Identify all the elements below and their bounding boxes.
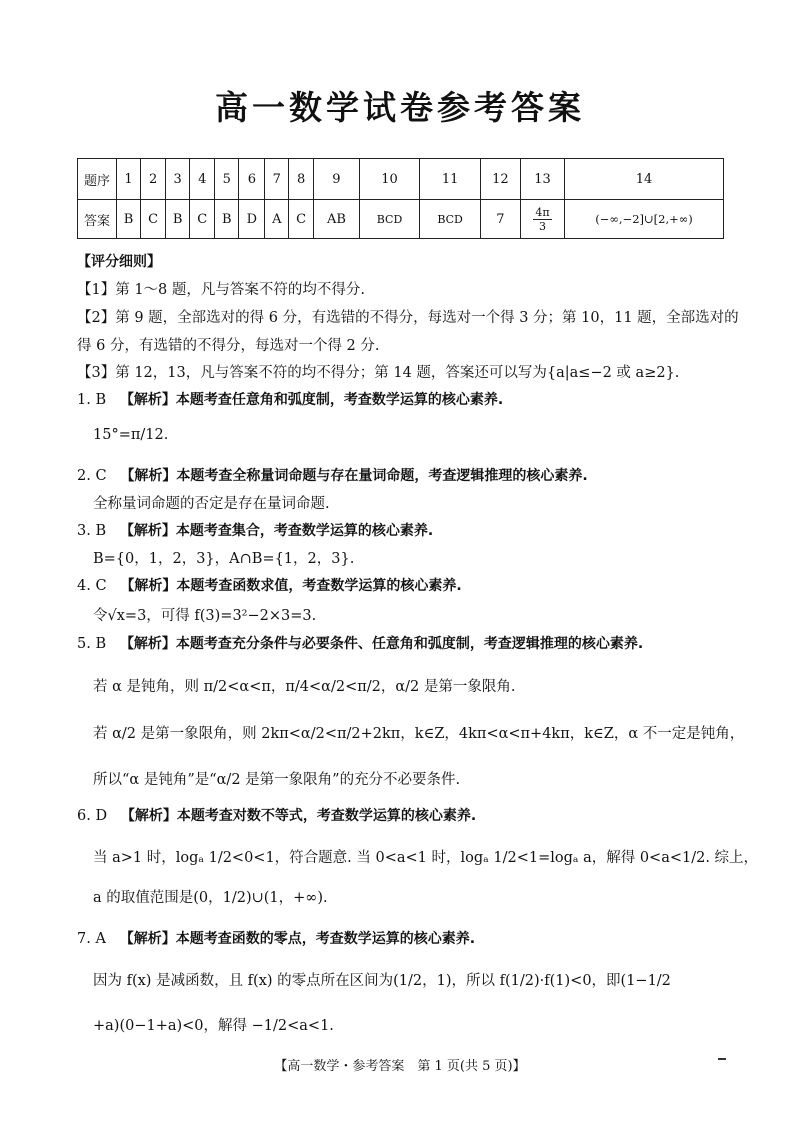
table-cell: 8 bbox=[289, 159, 314, 200]
question-6 bbox=[77, 805, 476, 825]
table-cell: BCD bbox=[359, 200, 420, 239]
question-3 bbox=[77, 520, 433, 540]
q7-body-2: +a)(0−1+a)<0，解得 −1/2<a<1. bbox=[93, 1018, 334, 1034]
q2-body: 全称量词命题的否定是存在量词命题. bbox=[93, 496, 330, 512]
table-cell: 13 bbox=[520, 159, 564, 200]
fraction-denominator: 3 bbox=[538, 219, 546, 233]
question-label: 4. C bbox=[77, 578, 107, 594]
q4-body: 令√x=3，可得 f(3)=3²−2×3=3. bbox=[93, 608, 317, 624]
q5-body-3: 所以“α 是钝角”是“α/2 是第一象限角”的充分不必要条件. bbox=[93, 772, 461, 788]
question-2 bbox=[77, 465, 588, 485]
table-cell: 9 bbox=[314, 159, 360, 200]
table-cell: (−∞,−2]∪[2,+∞) bbox=[565, 200, 724, 239]
row-header-number: 题序 bbox=[78, 159, 117, 200]
table-cell: B bbox=[215, 200, 239, 239]
table-cell: B bbox=[117, 200, 141, 239]
table-cell: C bbox=[141, 200, 166, 239]
table-cell-fraction bbox=[520, 200, 564, 239]
table-cell: 7 bbox=[480, 200, 520, 239]
table-cell: AB bbox=[314, 200, 360, 239]
table-cell: 2 bbox=[141, 159, 166, 200]
analysis-tag: 【解析】本题考查集合，考查数学运算的核心素养. bbox=[119, 523, 434, 539]
fraction bbox=[533, 207, 551, 232]
table-cell: 14 bbox=[565, 159, 724, 200]
row-header-answer: 答案 bbox=[78, 200, 117, 239]
question-1 bbox=[77, 389, 503, 409]
question-label: 1. B bbox=[77, 392, 107, 408]
analysis-tag: 【解析】本题考查函数的零点，考查数学运算的核心素养. bbox=[119, 931, 476, 947]
question-4 bbox=[77, 575, 462, 595]
rules-heading: 【评分细则】 bbox=[77, 254, 161, 270]
table-cell: 7 bbox=[265, 159, 289, 200]
answer-table bbox=[77, 158, 724, 239]
table-cell: 3 bbox=[166, 159, 190, 200]
question-7 bbox=[77, 928, 475, 948]
q3-body: B={0，1，2，3}，A∩B={1，2，3}. bbox=[93, 551, 355, 567]
table-cell: 1 bbox=[117, 159, 141, 200]
question-label: 2. C bbox=[77, 468, 107, 484]
rule-3: 【3】第 12，13，凡与答案不符的均不得分；第 14 题，答案还可以写为{a|a≤−2 或 a≥2}. bbox=[77, 365, 680, 381]
table-row-answers bbox=[78, 200, 724, 239]
q5-body-1: 若 α 是钝角，则 π/2<α<π，π/4<α/2<π/2，α/2 是第一象限角. bbox=[93, 679, 516, 695]
analysis-tag: 【解析】本题考查任意角和弧度制，考查数学运算的核心素养. bbox=[119, 392, 504, 408]
q6-body-2: a 的取值范围是(0，1/2)∪(1，+∞). bbox=[93, 890, 328, 906]
analysis-tag: 【解析】本题考查函数求值，考查数学运算的核心素养. bbox=[120, 578, 462, 594]
corner-mark bbox=[718, 1058, 726, 1060]
question-label: 3. B bbox=[77, 523, 107, 539]
q5-body-2: 若 α/2 是第一象限角，则 2kπ<α/2<π/2+2kπ，k∈Z，4kπ<α<π+4kπ，k∈Z，α 不一定是钝角， bbox=[93, 726, 745, 742]
rule-2a: 【2】第 9 题，全部选对的得 6 分，有选错的不得分，每选对一个得 3 分；第 10，11 题，全部选对的 bbox=[77, 310, 739, 326]
analysis-tag: 【解析】本题考查充分条件与必要条件、任意角和弧度制，考查逻辑推理的核心素养. bbox=[119, 636, 644, 652]
table-row-numbers bbox=[78, 159, 724, 200]
analysis-tag: 【解析】本题考查全称量词命题与存在量词命题，考查逻辑推理的核心素养. bbox=[120, 468, 588, 484]
fraction-numerator: 4π bbox=[535, 205, 550, 219]
q6-body-1: 当 a>1 时，logₐ 1/2<0<1，符合题意. 当 0<a<1 时，logₐ 1/2<1=logₐ a，解得 0<a<1/2. 综上， bbox=[93, 850, 759, 866]
rule-2b: 得 6 分，有选错的不得分，每选对一个得 2 分. bbox=[77, 338, 380, 354]
table-cell: 5 bbox=[215, 159, 239, 200]
table-cell: C bbox=[190, 200, 215, 239]
table-cell: 4 bbox=[190, 159, 215, 200]
question-label: 6. D bbox=[77, 808, 108, 824]
question-label: 5. B bbox=[77, 636, 107, 652]
page-footer: 【高一数学・参考答案 第 1 页(共 5 页)】 bbox=[274, 1059, 526, 1074]
table-cell: 11 bbox=[420, 159, 481, 200]
table-cell: D bbox=[239, 200, 265, 239]
question-5 bbox=[77, 633, 643, 653]
table-cell: BCD bbox=[420, 200, 481, 239]
table-cell: B bbox=[166, 200, 190, 239]
rule-1: 【1】第 1～8 题，凡与答案不符的均不得分. bbox=[77, 282, 366, 298]
table-cell: 12 bbox=[480, 159, 520, 200]
table-cell: C bbox=[289, 200, 314, 239]
table-cell: A bbox=[265, 200, 289, 239]
table-cell: 10 bbox=[359, 159, 420, 200]
table-cell: 6 bbox=[239, 159, 265, 200]
analysis-tag: 【解析】本题考查对数不等式，考查数学运算的核心素养. bbox=[120, 808, 477, 824]
question-label: 7. A bbox=[77, 931, 106, 947]
q7-body-1: 因为 f(x) 是减函数，且 f(x) 的零点所在区间为(1/2，1)，所以 f(1/2)·f(1)<0，即(1−1/2 bbox=[93, 973, 671, 989]
q1-body: 15°=π/12. bbox=[93, 427, 169, 443]
page-title: 高一数学试卷参考答案 bbox=[215, 88, 585, 127]
